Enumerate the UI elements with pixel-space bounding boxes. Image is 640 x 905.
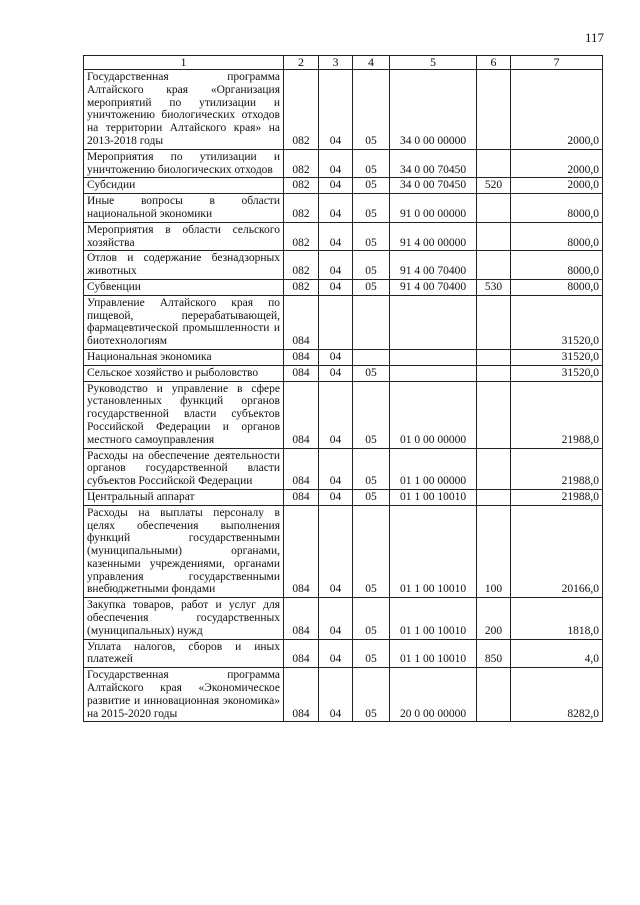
row-csr: 34 0 00 70450 (390, 178, 477, 194)
row-pr: 05 (353, 279, 390, 295)
row-sum: 2000,0 (511, 149, 603, 178)
row-pr: 05 (353, 381, 390, 448)
row-rz: 04 (319, 505, 353, 598)
row-vr: 530 (477, 279, 511, 295)
table-row (84, 251, 603, 280)
row-csr: 34 0 00 00000 (390, 70, 477, 150)
row-rz: 04 (319, 489, 353, 505)
row-csr: 01 1 00 10010 (390, 639, 477, 668)
row-sum: 8000,0 (511, 279, 603, 295)
row-vr: 850 (477, 639, 511, 668)
row-name: Расходы на обеспечение деятельности органов государственной власти субъектов Российской Федерации (84, 448, 284, 489)
row-sum: 8000,0 (511, 222, 603, 251)
row-vr: 100 (477, 505, 511, 598)
row-pr: 05 (353, 194, 390, 223)
row-csr (390, 349, 477, 365)
row-name: Иные вопросы в области национальной экономики (84, 194, 284, 223)
row-sum: 21988,0 (511, 489, 603, 505)
row-vr (477, 295, 511, 349)
table-row (84, 279, 603, 295)
row-sum: 1818,0 (511, 598, 603, 639)
row-pr: 05 (353, 251, 390, 280)
row-sum: 2000,0 (511, 178, 603, 194)
table-row (84, 639, 603, 668)
row-ved: 084 (284, 365, 319, 381)
row-name: Государственная программа Алтайского края «Экономическое развитие и инновационная экономика» на 2015-2020 годы (84, 668, 284, 722)
row-name: Уплата налогов, сборов и иных платежей (84, 639, 284, 668)
row-pr (353, 295, 390, 349)
row-pr: 05 (353, 365, 390, 381)
row-csr: 20 0 00 00000 (390, 668, 477, 722)
column-header: 4 (353, 56, 390, 70)
row-rz: 04 (319, 194, 353, 223)
table-row (84, 365, 603, 381)
row-sum: 21988,0 (511, 448, 603, 489)
row-rz: 04 (319, 668, 353, 722)
row-rz: 04 (319, 349, 353, 365)
row-pr: 05 (353, 448, 390, 489)
row-name: Отлов и содержание безнадзорных животных (84, 251, 284, 280)
row-ved: 084 (284, 598, 319, 639)
row-csr: 01 1 00 10010 (390, 598, 477, 639)
table-row (84, 222, 603, 251)
row-rz: 04 (319, 149, 353, 178)
row-name: Управление Алтайского края по пищевой, перерабатывающей, фармацевтической промышленности и биотехнологиям (84, 295, 284, 349)
row-sum: 8000,0 (511, 194, 603, 223)
row-pr: 05 (353, 489, 390, 505)
row-name: Мероприятия в области сельского хозяйства (84, 222, 284, 251)
row-ved: 084 (284, 448, 319, 489)
row-csr: 91 4 00 70400 (390, 279, 477, 295)
row-csr: 01 1 00 10010 (390, 505, 477, 598)
row-name: Расходы на выплаты персоналу в целях обеспечения выполнения функций государственными (муниципальными) органами, казенными учреждениями, органами управления государственными внебюджетными фондами (84, 505, 284, 598)
table-row (84, 178, 603, 194)
row-rz: 04 (319, 178, 353, 194)
row-ved: 082 (284, 279, 319, 295)
row-vr (477, 194, 511, 223)
row-pr: 05 (353, 598, 390, 639)
row-name: Субвенции (84, 279, 284, 295)
header-row (84, 56, 603, 70)
row-vr (477, 365, 511, 381)
row-vr (477, 149, 511, 178)
row-sum: 21988,0 (511, 381, 603, 448)
budget-table (83, 55, 603, 722)
row-vr (477, 70, 511, 150)
row-name: Руководство и управление в сфере установленных функций органов государственной власти субъектов Российской Федерации и органов местного самоуправления (84, 381, 284, 448)
row-name: Центральный аппарат (84, 489, 284, 505)
row-pr: 05 (353, 70, 390, 150)
row-pr: 05 (353, 222, 390, 251)
row-ved: 084 (284, 489, 319, 505)
row-name: Сельское хозяйство и рыболовство (84, 365, 284, 381)
row-sum: 8000,0 (511, 251, 603, 280)
page-number: 117 (584, 30, 604, 45)
table-row (84, 70, 603, 150)
table-body (84, 70, 603, 722)
column-header: 6 (477, 56, 511, 70)
row-name: Государственная программа Алтайского края «Организация мероприятий по утилизации и уничтожению биологических отходов на территории Алтайского края» на 2013-2018 годы (84, 70, 284, 150)
row-rz: 04 (319, 381, 353, 448)
row-sum: 20166,0 (511, 505, 603, 598)
row-sum: 4,0 (511, 639, 603, 668)
row-sum: 2000,0 (511, 70, 603, 150)
row-pr: 05 (353, 639, 390, 668)
row-ved: 082 (284, 70, 319, 150)
row-csr: 34 0 00 70450 (390, 149, 477, 178)
row-vr (477, 448, 511, 489)
row-sum: 31520,0 (511, 295, 603, 349)
row-name: Мероприятия по утилизации и уничтожению биологических отходов (84, 149, 284, 178)
row-name: Национальная экономика (84, 349, 284, 365)
row-vr (477, 251, 511, 280)
row-rz: 04 (319, 365, 353, 381)
row-vr (477, 668, 511, 722)
row-rz: 04 (319, 70, 353, 150)
row-vr (477, 489, 511, 505)
row-ved: 082 (284, 178, 319, 194)
row-rz: 04 (319, 598, 353, 639)
table-row (84, 149, 603, 178)
row-csr: 01 0 00 00000 (390, 381, 477, 448)
row-ved: 082 (284, 251, 319, 280)
row-rz (319, 295, 353, 349)
table-row (84, 598, 603, 639)
table-row (84, 668, 603, 722)
row-pr: 05 (353, 668, 390, 722)
row-csr: 91 4 00 00000 (390, 222, 477, 251)
table-row (84, 295, 603, 349)
row-name: Субсидии (84, 178, 284, 194)
row-rz: 04 (319, 279, 353, 295)
row-csr: 01 1 00 00000 (390, 448, 477, 489)
row-csr: 01 1 00 10010 (390, 489, 477, 505)
row-vr (477, 381, 511, 448)
column-header: 5 (390, 56, 477, 70)
row-vr: 520 (477, 178, 511, 194)
table-row (84, 381, 603, 448)
row-csr: 91 4 00 70400 (390, 251, 477, 280)
row-rz: 04 (319, 448, 353, 489)
row-ved: 084 (284, 639, 319, 668)
row-pr (353, 349, 390, 365)
row-sum: 31520,0 (511, 349, 603, 365)
column-header: 2 (284, 56, 319, 70)
column-header: 3 (319, 56, 353, 70)
row-ved: 082 (284, 149, 319, 178)
row-ved: 084 (284, 381, 319, 448)
row-rz: 04 (319, 251, 353, 280)
row-rz: 04 (319, 639, 353, 668)
row-vr (477, 349, 511, 365)
row-csr (390, 295, 477, 349)
row-sum: 31520,0 (511, 365, 603, 381)
row-csr: 91 0 00 00000 (390, 194, 477, 223)
row-ved: 084 (284, 505, 319, 598)
table-row (84, 194, 603, 223)
row-pr: 05 (353, 149, 390, 178)
row-ved: 084 (284, 668, 319, 722)
row-vr (477, 222, 511, 251)
column-header: 7 (511, 56, 603, 70)
table-row (84, 349, 603, 365)
row-vr: 200 (477, 598, 511, 639)
row-pr: 05 (353, 505, 390, 598)
row-pr: 05 (353, 178, 390, 194)
row-sum: 8282,0 (511, 668, 603, 722)
row-ved: 082 (284, 194, 319, 223)
row-rz: 04 (319, 222, 353, 251)
table-row (84, 448, 603, 489)
row-ved: 084 (284, 349, 319, 365)
row-csr (390, 365, 477, 381)
row-ved: 084 (284, 295, 319, 349)
column-header: 1 (84, 56, 284, 70)
table-row (84, 489, 603, 505)
row-ved: 082 (284, 222, 319, 251)
row-name: Закупка товаров, работ и услуг для обеспечения государственных (муниципальных) нужд (84, 598, 284, 639)
table-row (84, 505, 603, 598)
